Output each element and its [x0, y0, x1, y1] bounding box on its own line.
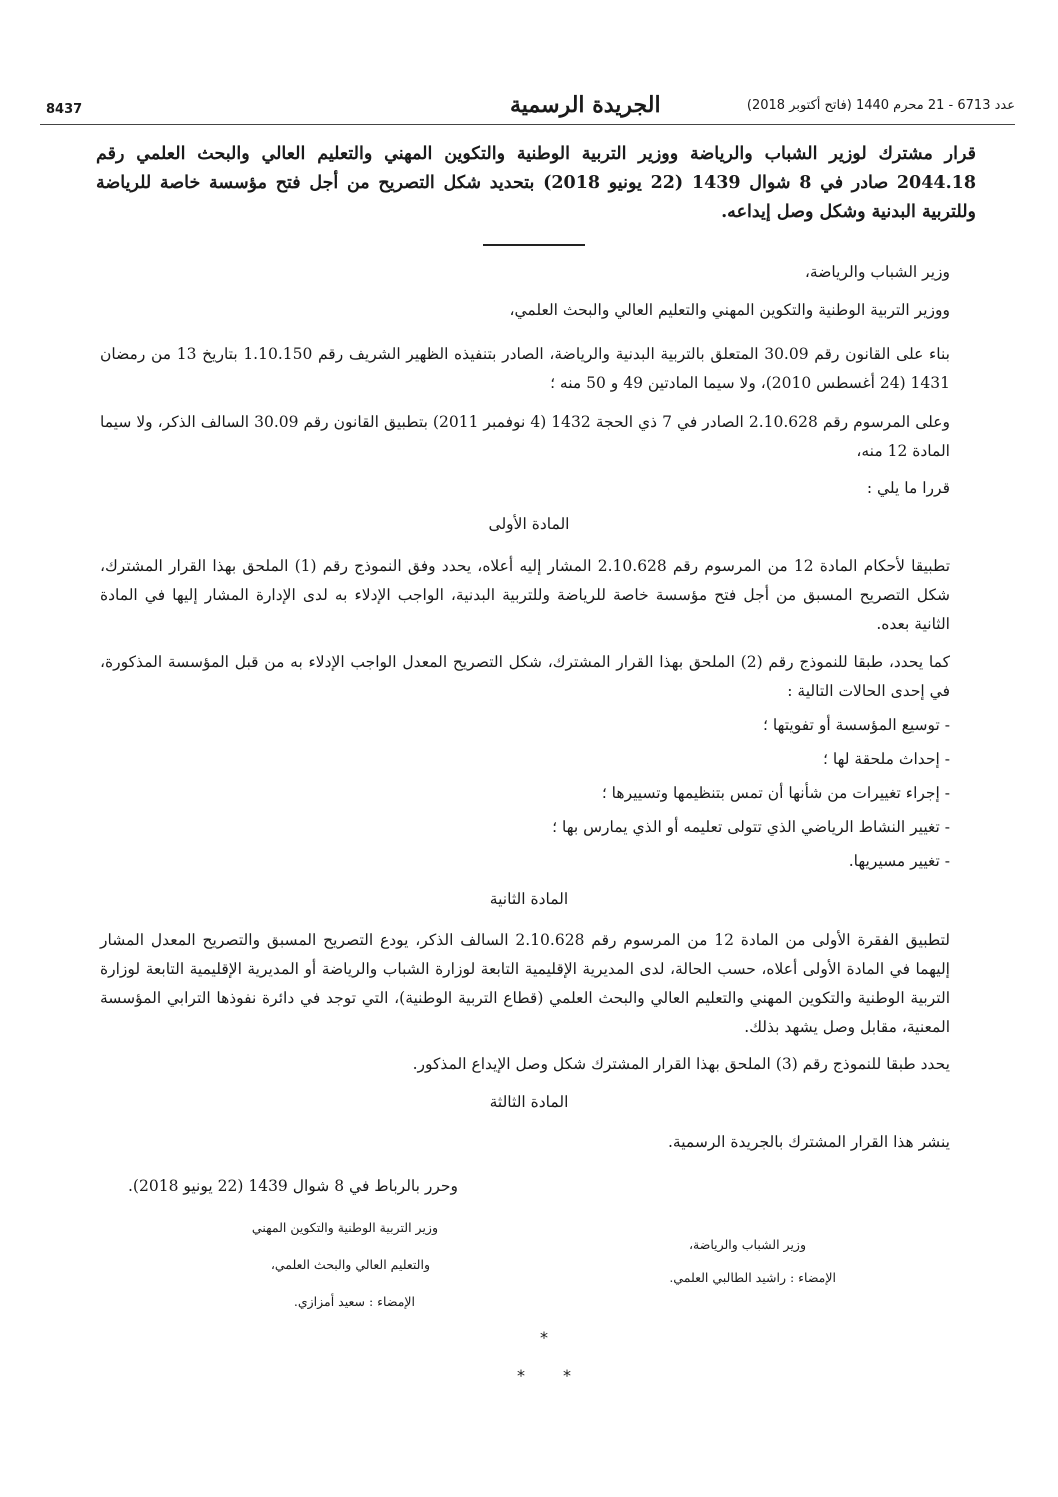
- article-2-paragraph-1: لتطبيق الفقرة الأولى من المادة 12 من المرسوم رقم 2.10.628 السالف الذكر، يودع التصريح المسبق والتصريح المعدل المشار إليهما في المادة الأولى أعلاه، حسب الحالة، لدى المديرية الإقليمية التابعة لوزارة الشباب والرياضة أو المديرية الإقليمية التابعة لوزارة التربية الوطنية والتكوين المهني والتعليم العالي والبحث العلمي (قطاع التربية الوطنية)، التي توجد في دائرة نفوذها الترابي المؤسسة المعنية، مقابل وصل يشهد بذلك.: [100, 931, 951, 1036]
- article-2-paragraph-2: يحدد طبقا للنموذج رقم (3) الملحق بهذا القرار المشترك شكل وصل الإيداع المذكور.: [412, 1055, 950, 1073]
- header-rule: [40, 124, 1015, 125]
- case-item-1: - توسيع المؤسسة أو تفويتها ؛: [763, 716, 950, 734]
- separator-star-top: *: [540, 1328, 548, 1347]
- preamble-1: بناء على القانون رقم 30.09 المتعلق بالتربية البدنية والرياضة، الصادر بتنفيذه الظهير الشريف رقم 1.10.150 بتاريخ 13 من رمضان 1431 (24 أغسطس 2010)، ولا سيما المادتين 49 و 50 منه ؛: [100, 345, 950, 392]
- case-item-4: - تغيير النشاط الرياضي الذي تتولى تعليمه أو الذي يمارس بها ؛: [552, 818, 950, 836]
- right-signature: الإمضاء : راشيد الطالبي العلمي.: [669, 1270, 836, 1285]
- issue-info: عدد 6713 - 21 محرم 1440 (فاتح أكتوبر 2018): [746, 98, 1015, 113]
- article-1-heading: المادة الأولى: [488, 515, 570, 533]
- left-signatory-title-2: والتعليم العالي والبحث العلمي،: [270, 1257, 430, 1272]
- left-signature: الإمضاء : سعيد أمزازي.: [293, 1294, 415, 1309]
- minister-2: ووزير التربية الوطنية والتكوين المهني والتعليم العالي والبحث العلمي،: [509, 301, 950, 319]
- right-signatory-title: وزير الشباب والرياضة،: [688, 1237, 806, 1252]
- article-2-heading: المادة الثانية: [489, 890, 569, 908]
- preamble-2: وعلى المرسوم رقم 2.10.628 الصادر في 7 ذي الحجة 1432 (4 نوفمبر 2011) بتطبيق القانون رقم 30.09 السالف الذكر، ولا سيما المادة 12 منه،: [100, 413, 950, 460]
- done-at: وحرر بالرباط في 8 شوال 1439 (22 يونيو 2018).: [128, 1177, 458, 1195]
- separator-star-left: *: [517, 1366, 525, 1385]
- decided-clause: قررا ما يلي :: [866, 479, 950, 497]
- article-3-heading: المادة الثالثة: [489, 1093, 569, 1111]
- page-number: 8437: [46, 102, 83, 117]
- minister-1: وزير الشباب والرياضة،: [804, 263, 950, 281]
- case-item-2: - إحداث ملحقة لها ؛: [823, 750, 950, 768]
- separator-star-right: *: [563, 1366, 571, 1385]
- article-1-paragraph-1: تطبيقا لأحكام المادة 12 من المرسوم رقم 2.10.628 المشار إليه أعلاه، يحدد وفق النموذج رقم (1) الملحق بهذا القرار المشترك، شكل التصريح المسبق من أجل فتح مؤسسة خاصة للرياضة وللتربية البدنية، الواجب الإدلاء به لدى الإدارة المشار إليها في المادة الثانية بعده.: [100, 557, 951, 633]
- article-1-paragraph-2: كما يحدد، طبقا للنموذج رقم (2) الملحق بهذا القرار المشترك، شكل التصريح المعدل الواجب الإدلاء به من قبل المؤسسة المذكورة، في إحدى الحالات التالية :: [100, 653, 950, 700]
- page-header: [40, 92, 1015, 120]
- case-item-5: - تغيير مسيريها.: [848, 852, 950, 870]
- journal-title: الجريدة الرسمية: [510, 92, 661, 118]
- title-separator: [483, 244, 585, 246]
- article-3-paragraph-1: ينشر هذا القرار المشترك بالجريدة الرسمية.: [668, 1133, 950, 1151]
- left-signatory-title-1: وزير التربية الوطنية والتكوين المهني: [251, 1220, 438, 1235]
- case-item-3: - إجراء تغييرات من شأنها أن تمس بتنظيمها وتسييرها ؛: [601, 784, 950, 802]
- decree-title: قرار مشترك لوزير الشباب والرياضة ووزير التربية الوطنية والتكوين المهني والتعليم العالي والبحث العلمي رقم 2044.18 صادر في 8 شوال 1439 (22 يونيو 2018) بتحديد شكل التصريح من أجل فتح مؤسسة خاصة للرياضة وللتربية البدنية وشكل وصل إيداعه.: [96, 144, 977, 222]
